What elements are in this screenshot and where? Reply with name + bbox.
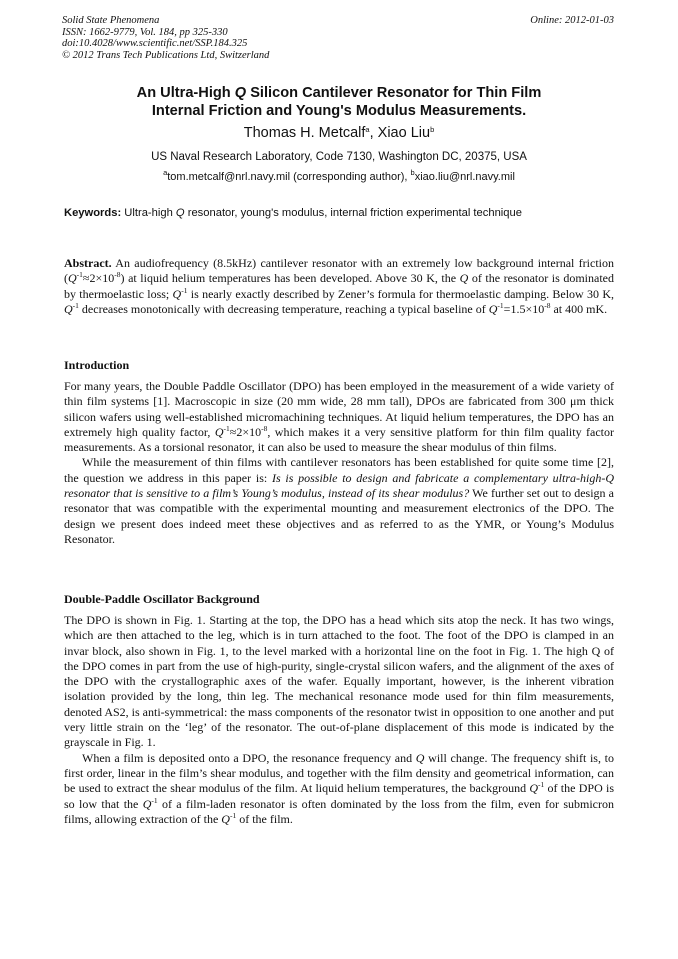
copyright-line: © 2012 Trans Tech Publications Ltd, Switzerland: [62, 49, 270, 61]
journal-name: Solid State Phenomena: [62, 15, 160, 26]
keywords: Keywords: Ultra-high Q resonator, young's modulus, internal friction experimental technique: [64, 207, 522, 219]
doi-line: doi:10.4028/www.scientific.net/SSP.184.325: [62, 38, 248, 49]
title-line-2: Internal Friction and Young's Modulus Measurements.: [151, 103, 527, 119]
paragraph: The DPO is shown in Fig. 1. Starting at the top, the DPO has a head which sits atop the neck. It has two wings, which are then attached to the leg, which is in turn attached to the foot. The foot of the DPO is clamped in an invar block, also shown in Fig. 1, to the level marked with a horizontal line on the foot in Fig. 1. The high Q of the DPO comes in part from the use of high-purity, single-crystal silicon wafers, and the alignment of the axes of the DPO with the crystallographic axes of the wafer. Equally important, however, is the inherent vibration isolation provided by the long, thin leg. The mechanical resonance mode used for thin film measurements, denoted AS2, is anti-symmetrical: the mass components of the resonator twist in opposition to one another and put very little strain on the ‘leg’ of the resonator. The out-of-plane displacement of this mode is indicated by the grayscale in Fig. 1.: [64, 613, 614, 750]
introduction-body: [64, 379, 614, 547]
online-date: Online: 2012-01-03: [530, 15, 614, 26]
author-name: Xiao Liu: [377, 125, 431, 141]
author-list: Thomas H. Metcalf$^a$, Xiao Liu$^b$: [243, 125, 435, 141]
email-link: tom.metcalf@nrl.navy.mil (corresponding author),: [167, 171, 411, 183]
paper-title: [40, 84, 638, 120]
paragraph: When a film is deposited onto a DPO, the resonance frequency and Q will change. The frequency shift is, to first order, linear in the film’s shear modulus, and together with the film density and geometrical information, can be used to extract the shear modulus of the film. At liquid helium temperatures, the background $Q^{-1}$ of the DPO is so low that the $Q^{-1}$ of a film-laden resonator is often dominated by the loss from the film, even for submicron films, allowing extraction of the $Q^{-1}$ of the film.: [64, 750, 615, 826]
email-link: xiao.liu@nrl.navy.mil: [414, 171, 515, 183]
paragraph: While the measurement of thin films with cantilever resonators has been established for quite some time [2], the question we address in this paper is: Is is possible to design and fabricate a complementary ultra-high-Q resonator that is sensitive to a film’s Young’s modulus, instead of its shear modulus? We further set out to design a resonator that was compatible with the experimental mounting and measurement electronics of the DPO. The design we present does indeed meet these objectives and as referred to as the YMR, or Young’s Modulus Resonator.: [64, 455, 615, 546]
author-emails: $^a$tom.metcalf@nrl.navy.mil (corresponding author), $^b$xiao.liu@nrl.navy.mil: [163, 168, 515, 183]
abstract-label: Abstract.: [64, 256, 112, 270]
journal-header: [62, 15, 269, 61]
affiliation: US Naval Research Laboratory, Code 7130, Washington DC, 20375, USA: [151, 151, 527, 163]
title-line-1: An Ultra-High Q Silicon Cantilever Resonator for Thin Film: [136, 85, 542, 101]
section-heading-introduction: Introduction: [64, 358, 130, 372]
author-name: Thomas H. Metcalf: [243, 125, 366, 141]
dpo-body: [64, 613, 614, 827]
paragraph: For many years, the Double Paddle Oscillator (DPO) has been employed in the measurement of a wide variety of thin film systems [1]. Macroscopic in size (20 mm wide, 28 mm tall), DPOs are fabricated from 300 μm thick silicon wafers using well-established micromachining techniques. At liquid helium temperatures, the DPO has an extremely high quality factor, $Q^{-1}\approx 2\times 10^{-8}$, which makes it a very sensitive platform for thin film quality factor measurements. As a torsional resonator, it can also be used to measure the shear modulus of thin films.: [64, 379, 614, 455]
abstract: Abstract. An audiofrequency (8.5kHz) cantilever resonator with an extremely low background internal friction $(Q^{-1}\approx 2\times 10^{-8})$ at liquid helium temperatures has been developed. Above 30 K, the Q of the resonator is dominated by thermoelastic loss; $Q^{-1}$ is nearly exactly described by Zener’s formula for thermoelastic damping. Below 30 K, $Q^{-1}$ decreases monotonically with decreasing temperature, reaching a typical baseline of $Q^{-1}=1.5\times 10^{-8}$ at 400 mK.: [64, 256, 614, 316]
issn-line: ISSN: 1662-9779, Vol. 184, pp 325-330: [62, 26, 228, 38]
section-heading-dpo: Double-Paddle Oscillator Background: [64, 592, 260, 606]
